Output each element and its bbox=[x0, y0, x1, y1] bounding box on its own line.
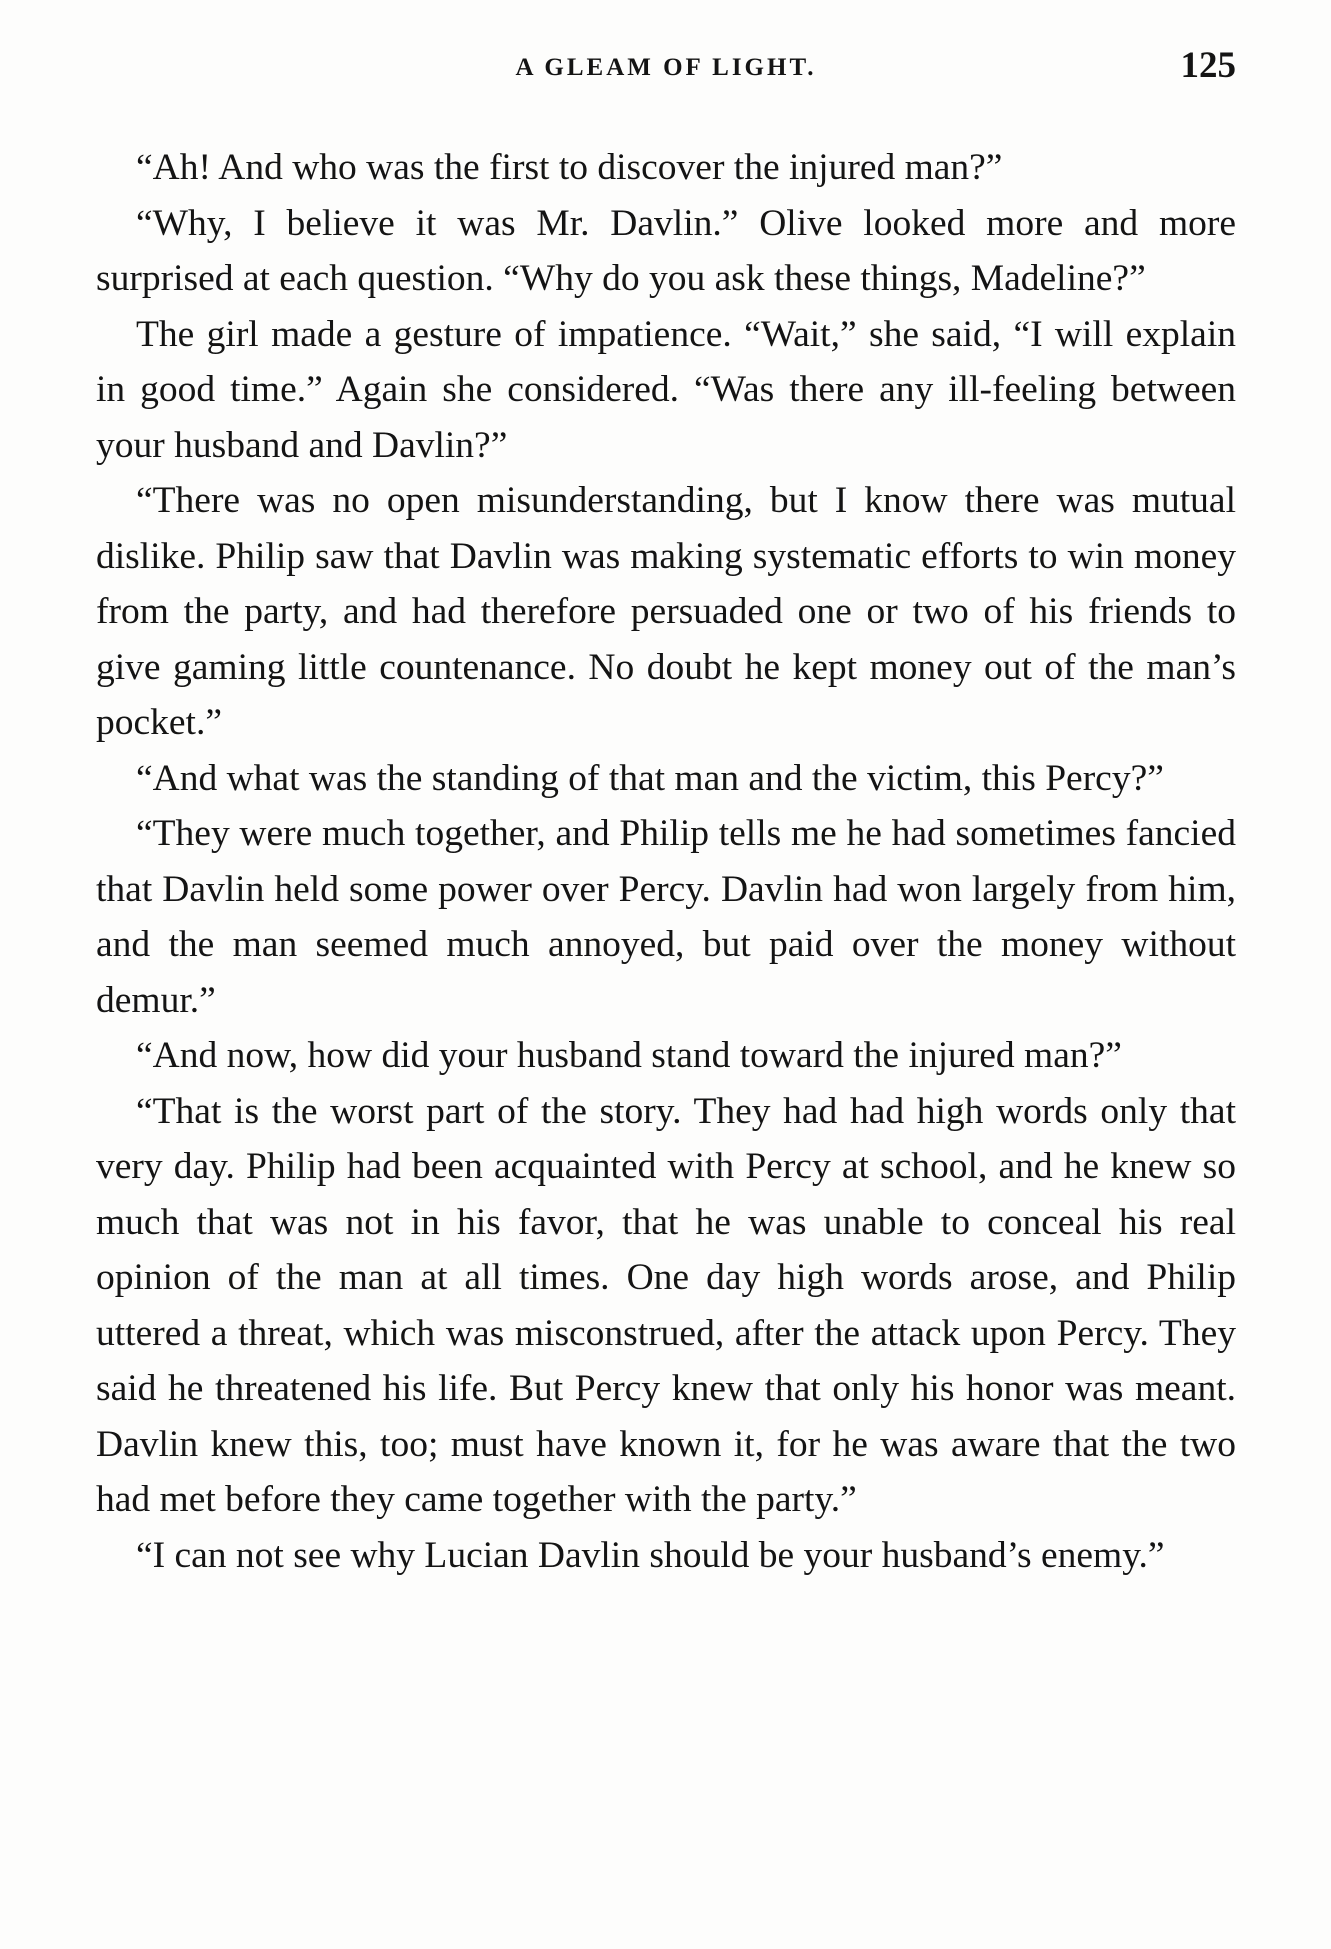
paragraph: “There was no open misunderstanding, but I know there was mutual dislike. Philip saw that Davlin was making systematic efforts to win money from the party, and had therefore persuaded one or two of his friends to give gaming little countenance. No doubt he kept money out of the man’s pocket.” bbox=[96, 480, 1236, 743]
paragraph: “Ah! And who was the first to discover the injured man?” bbox=[136, 147, 1003, 188]
paragraph: “They were much together, and Philip tells me he had sometimes fancied that Davlin held some power over Percy. Davlin had won largely from him, and the man seemed much annoyed, but paid over the money without demur.” bbox=[96, 813, 1236, 1021]
page-number: 125 bbox=[1180, 45, 1236, 86]
page-header bbox=[96, 44, 1236, 104]
paragraph: “I can not see why Lucian Davlin should be your husband’s enemy.” bbox=[136, 1534, 1165, 1576]
paragraph: “And now, how did your husband stand toward the injured man?” bbox=[136, 1035, 1122, 1076]
paragraph: “And what was the standing of that man and the victim, this Percy?” bbox=[136, 757, 1164, 799]
running-title: A GLEAM OF LIGHT. bbox=[515, 54, 817, 81]
paragraph: “Why, I believe it was Mr. Davlin.” Olive looked more and more surprised at each question. “Why do you ask these things, Madeline?” bbox=[96, 202, 1236, 299]
paragraph: The girl made a gesture of impatience. “Wait,” she said, “I will explain in good time.” Again she considered. “Was there any ill-feeling between your husband and Davlin?” bbox=[96, 313, 1236, 466]
body-text bbox=[96, 140, 1236, 1583]
paragraph: “That is the worst part of the story. They had had high words only that very day. Philip had been acquainted with Percy at school, and he knew so much that was not in his favor, that he was unable to conceal his real opinion of the man at all times. One day high words arose, and Philip uttered a threat, which was misconstrued, after the attack upon Percy. They said he threatened his life. But Percy knew that only his honor was meant. Davlin knew this, too; must have known it, for he was aware that the two had met before they came together with the party.” bbox=[96, 1090, 1236, 1520]
